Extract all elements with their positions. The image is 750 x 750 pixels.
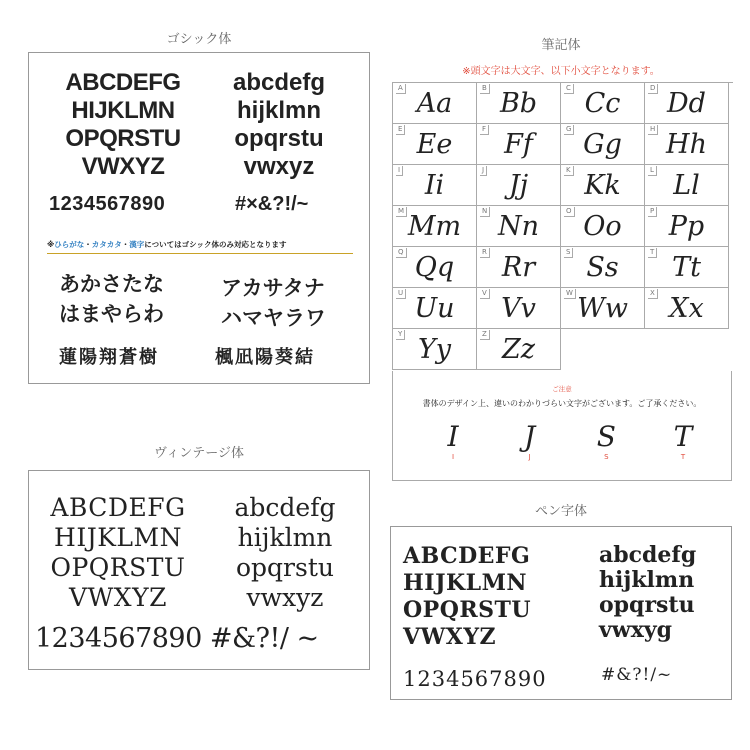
gothic-upper-line: OPQRSTU: [65, 125, 181, 152]
cell-key: H: [648, 125, 658, 135]
vintage-uppercase: [43, 493, 193, 613]
brush-cell: [561, 247, 645, 288]
gothic-title: ゴシック体: [166, 32, 232, 47]
caution-letter: [663, 421, 703, 461]
brush-cell: [645, 124, 729, 165]
brush-cell: [477, 124, 561, 165]
gothic-upper-line: VWXYZ: [81, 153, 165, 180]
gothic-lowercase: [215, 69, 343, 181]
brush-note: ※頭文字は大文字、以下小文字となります。: [462, 66, 660, 77]
cell-sample: Aa: [416, 88, 453, 119]
brush-cell: [477, 165, 561, 206]
hiragana-line: あかさたな: [59, 272, 164, 296]
cell-sample: Kk: [584, 170, 621, 201]
cell-key: G: [564, 125, 574, 135]
gothic-hiragana: [59, 269, 164, 329]
gothic-support-note: [47, 239, 353, 254]
cell-sample: Zz: [502, 334, 535, 365]
brush-cell: [477, 206, 561, 247]
brush-cell: [393, 247, 477, 288]
cell-key: B: [480, 84, 490, 94]
note-dot: ・: [84, 240, 92, 249]
cell-key: X: [648, 289, 658, 299]
brush-cell-empty: [561, 329, 645, 370]
cell-key: T: [648, 248, 657, 258]
cell-sample: Ww: [577, 293, 628, 324]
gothic-symbols: #×&?!/~: [235, 193, 309, 215]
cell-key: R: [480, 248, 490, 258]
cell-sample: Pp: [668, 211, 705, 242]
cell-sample: Yy: [417, 334, 452, 365]
gothic-digits: 1234567890: [49, 193, 166, 215]
cell-sample: Ff: [504, 129, 533, 160]
caution-letter-glyph: T: [673, 420, 693, 453]
pen-sample-box: [390, 526, 732, 700]
brush-caution-panel: [392, 371, 732, 481]
brush-cell: [561, 165, 645, 206]
caution-letter: [586, 421, 626, 461]
cell-key: O: [564, 207, 575, 217]
brush-cell: [561, 83, 645, 124]
cell-key: E: [396, 125, 405, 135]
brush-letter-grid: [392, 82, 733, 370]
cell-key: L: [648, 166, 657, 176]
caution-letter: [510, 421, 550, 461]
brush-cell: [645, 206, 729, 247]
caution-label: ご注意: [552, 385, 572, 393]
caution-letter-glyph: I: [447, 420, 459, 453]
cell-sample: Ss: [586, 252, 619, 283]
brush-cell: [393, 124, 477, 165]
vintage-upper-line: OPQRSTU: [50, 553, 186, 582]
cell-key: Q: [396, 248, 407, 258]
caution-letter-glyph: J: [524, 420, 536, 453]
cell-sample: Hh: [666, 129, 707, 160]
cell-key: N: [480, 207, 490, 217]
hiragana-line: はまやらわ: [59, 302, 164, 326]
vintage-lowercase: [215, 493, 355, 613]
note-dot: ・: [121, 240, 130, 249]
vintage-lower-line: hijklmn: [237, 523, 333, 552]
note-prefix: ※: [47, 240, 55, 249]
brush-cell: [393, 83, 477, 124]
cell-key: W: [564, 289, 576, 299]
cell-sample: Dd: [667, 88, 706, 119]
pen-upper-line: HIJKLMN: [403, 570, 528, 596]
cell-key: K: [564, 166, 574, 176]
cell-key: F: [480, 125, 489, 135]
pen-lower-line: abcdefg: [599, 542, 697, 568]
caution-text: 書体のデザイン上、違いのわかりづらい文字がございます。ご了承ください。: [422, 399, 702, 408]
vintage-upper-line: VWXYZ: [69, 583, 167, 612]
cell-sample: Gg: [583, 129, 622, 160]
gothic-katakana: [221, 273, 326, 333]
pen-title: ペン字体: [534, 504, 587, 519]
caution-letter-glyph: S: [596, 420, 616, 453]
pen-lower-line: opqrstu: [599, 592, 695, 618]
pen-upper-line: VWXYZ: [403, 624, 497, 650]
gothic-lower-line: abcdefg: [232, 69, 325, 96]
vintage-sample-box: [28, 470, 370, 670]
brush-cell: [561, 124, 645, 165]
caution-letter-caption: I: [451, 453, 455, 461]
cell-key: C: [564, 84, 574, 94]
caution-letter-caption: J: [528, 453, 531, 461]
gothic-lower-line: opqrstu: [234, 125, 324, 152]
brush-cell: [393, 206, 477, 247]
cell-key: U: [396, 289, 406, 299]
gothic-upper-line: HIJKLMN: [71, 97, 175, 124]
brush-cell: [393, 329, 477, 370]
katakana-line: アカサタナ: [221, 276, 325, 300]
vintage-title: ヴィンテージ体: [154, 446, 244, 461]
brush-title: 筆記体: [541, 38, 581, 53]
brush-cell: [645, 288, 729, 329]
note-katakana: カタカタ: [91, 240, 122, 249]
brush-cell: [393, 288, 477, 329]
vintage-lower-line: vwxyz: [246, 583, 324, 612]
vintage-lower-line: abcdefg: [234, 493, 336, 522]
cell-sample: Jj: [508, 170, 529, 201]
cell-key: I: [396, 166, 403, 176]
brush-cell: [477, 83, 561, 124]
vintage-lower-line: opqrstu: [236, 553, 334, 582]
cell-key: S: [564, 248, 573, 258]
cell-sample: Ee: [416, 129, 453, 160]
gothic-kanji-2: 楓凪陽葵結: [215, 347, 315, 368]
vintage-digits-symbols: 1234567890 #&?!/ ~: [35, 623, 319, 654]
gothic-sample-box: [28, 52, 370, 384]
pen-lower-line: hijklmn: [599, 567, 695, 593]
katakana-line: ハマヤラワ: [221, 306, 326, 330]
note-hiragana: ひらがな: [54, 240, 85, 249]
cell-sample: Xx: [669, 293, 704, 324]
pen-lower-line: vwxyg: [599, 617, 673, 643]
pen-symbols: #&?!/~: [601, 665, 673, 685]
brush-cell: [393, 165, 477, 206]
pen-upper-line: ABCDEFG: [403, 543, 531, 569]
cell-sample: Oo: [583, 211, 622, 242]
cell-sample: Qq: [414, 252, 455, 283]
vintage-upper-line: HIJKLMN: [54, 523, 182, 552]
brush-cell-empty: [645, 329, 729, 370]
cell-sample: Nn: [497, 211, 539, 242]
gothic-lower-line: hijklmn: [236, 97, 321, 124]
caution-letters: [433, 421, 703, 461]
cell-sample: Mm: [407, 211, 462, 242]
note-suffix: についてはゴシック体のみ対応となります: [144, 240, 287, 249]
cell-key: M: [396, 207, 407, 217]
gothic-lower-line: vwxyz: [243, 153, 315, 180]
cell-sample: Uu: [414, 293, 455, 324]
caution-letter-caption: S: [604, 453, 609, 461]
cell-key: Y: [396, 330, 405, 340]
cell-key: P: [648, 207, 657, 217]
caution-letter: [433, 421, 473, 461]
cell-key: J: [480, 166, 487, 176]
cell-sample: Tt: [672, 252, 701, 283]
brush-cell: [645, 83, 729, 124]
pen-upper-line: OPQRSTU: [403, 597, 532, 623]
brush-cell: [477, 288, 561, 329]
cell-sample: Bb: [499, 88, 538, 119]
gothic-kanji-1: 蓮陽翔蒼樹: [59, 347, 159, 368]
brush-cell: [645, 247, 729, 288]
caution-letter-caption: T: [680, 453, 686, 461]
brush-cell: [561, 288, 645, 329]
pen-uppercase: [403, 543, 531, 651]
pen-lowercase: [599, 543, 696, 643]
brush-cell: [561, 206, 645, 247]
cell-key: Z: [480, 330, 490, 340]
cell-sample: Ll: [673, 170, 700, 201]
cell-sample: Vv: [501, 293, 536, 324]
cell-sample: Rr: [501, 252, 536, 283]
cell-key: V: [480, 289, 490, 299]
brush-cell: [645, 165, 729, 206]
brush-cell: [477, 247, 561, 288]
cell-sample: Ii: [424, 170, 445, 201]
pen-digits: 1234567890: [403, 667, 547, 691]
gothic-uppercase: [53, 69, 193, 181]
vintage-upper-line: ABCDEFG: [50, 493, 186, 522]
cell-key: A: [396, 84, 406, 94]
cell-sample: Cc: [584, 88, 621, 119]
note-kanji: 漢字: [129, 240, 145, 249]
cell-key: D: [648, 84, 658, 94]
brush-cell: [477, 329, 561, 370]
gothic-upper-line: ABCDEFG: [65, 69, 181, 96]
